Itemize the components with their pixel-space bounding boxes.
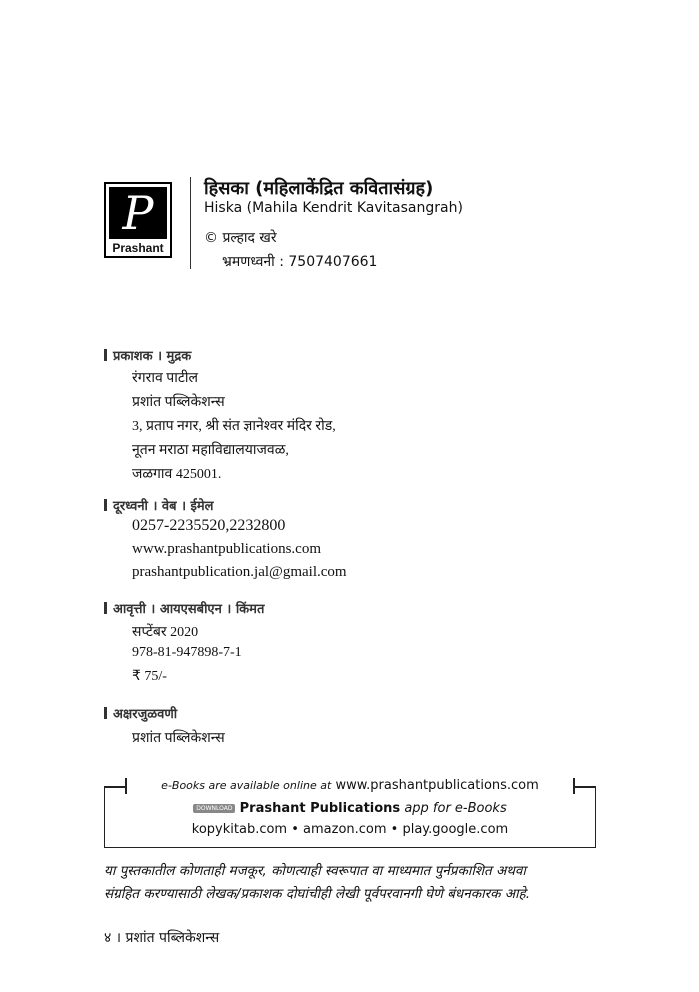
website-link[interactable]: www.prashantpublications.com (132, 541, 321, 557)
section-label-typesetting: अक्षरजुळवणी (104, 704, 177, 722)
app-suffix: app for e-Books (404, 801, 507, 816)
publisher-logo (104, 182, 172, 258)
ebook-stores: kopykitab.com • amazon.com • play.google.com (191, 822, 509, 837)
logo-name: Prashant (112, 241, 164, 255)
publisher-line: 3, प्रताप नगर, श्री संत ज्ञानेश्वर मंदिर रोड, (132, 419, 336, 434)
disclaimer-line: संग्रहित करण्यासाठी लेखक/प्रकाशक दोघांचीही लेखी पूर्वपरवानगी घेणे बंधनकारक आहे. (104, 886, 531, 902)
price: ₹ 75/- (132, 669, 167, 684)
publisher-line: नूतन मराठा महाविद्यालयाजवळ, (132, 443, 289, 458)
edition-date: सप्टेंबर 2020 (132, 625, 199, 640)
divider (190, 177, 191, 269)
copyright: © प्रल्हाद खरे (204, 230, 277, 246)
publisher-line: प्रशांत पब्लिकेशन्स (132, 395, 225, 410)
publisher-line: रंगराव पाटील (132, 371, 198, 386)
ebook-prefix: e-Books are available online at (161, 779, 332, 792)
section-label-contact: दूरध्वनी । वेब । ईमेल (104, 496, 214, 514)
book-title-english: Hiska (Mahila Kendrit Kavitasangrah) (204, 200, 463, 216)
author-phone: भ्रमणध्वनी : 7507407661 (222, 254, 378, 270)
section-label-edition: आवृत्ती । आयएसबीएन । किंमत (104, 599, 264, 617)
typesetter: प्रशांत पब्लिकेशन्स (132, 731, 225, 746)
logo-symbol: P (109, 187, 167, 239)
page-footer: ४ । प्रशांत पब्लिकेशन्स (104, 930, 220, 946)
publisher-line: जळगाव 425001. (132, 467, 222, 482)
book-title-marathi: हिसका (महिलाकेंद्रित कवितासंग्रह) (204, 178, 434, 199)
app-name: Prashant Publications (239, 801, 401, 816)
ebook-url[interactable]: www.prashantpublications.com (335, 778, 539, 793)
email-link[interactable]: prashantpublication.jal@gmail.com (132, 564, 347, 580)
section-label-publisher: प्रकाशक । मुद्रक (104, 346, 191, 364)
isbn: 978-81-947898-7-1 (132, 645, 242, 660)
disclaimer-line: या पुस्तकातील कोणताही मजकूर, कोणत्याही स्वरूपात वा माध्यमात पुर्नप्रकाशित अथवा (104, 863, 526, 879)
ebook-box (104, 786, 596, 848)
download-badge-icon: DOWNLOAD (193, 804, 235, 813)
phone-number: 0257-2235520,2232800 (132, 517, 286, 534)
